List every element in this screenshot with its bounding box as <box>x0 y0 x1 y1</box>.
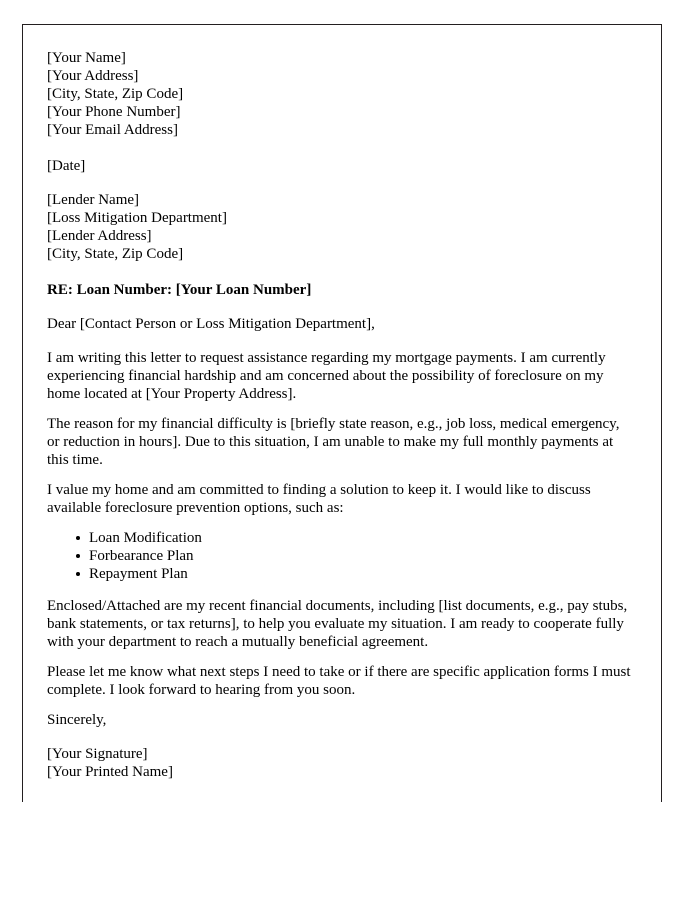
sender-name: [Your Name] <box>47 50 126 66</box>
date-block <box>47 157 635 175</box>
body-paragraph-3: I value my home and am committed to finding a solution to keep it. I would like to discuss available foreclosure prevention options, such as: <box>47 482 591 516</box>
subject-re-line: RE: Loan Number: [Your Loan Number] <box>47 282 312 298</box>
lender-name: [Lender Name] <box>47 192 140 208</box>
letter-date: [Date] <box>47 158 86 174</box>
sender-email: [Your Email Address] <box>47 122 178 138</box>
lender-city-state-zip: [City, State, Zip Code] <box>47 246 184 262</box>
lender-address: [Lender Address] <box>47 228 152 244</box>
body-paragraph-4: Enclosed/Attached are my recent financial documents, including [list documents, e.g., pay stubs, bank statements, or tax returns], to help you evaluate my situation. I am ready to cooperate fully with your department to reach a mutually beneficial agreement. <box>47 598 628 650</box>
list-item <box>47 529 635 547</box>
sender-city-state-zip: [City, State, Zip Code] <box>47 86 184 102</box>
lender-department: [Loss Mitigation Department] <box>47 210 227 226</box>
valediction: Sincerely, <box>47 712 107 728</box>
body-paragraph-2: The reason for my financial difficulty is [briefly state reason, e.g., job loss, medical emergency, or reduction in hours]. Due to this situation, I am unable to make my full monthly payments at this time. <box>47 416 620 468</box>
body-paragraph-5: Please let me know what next steps I need to take or if there are specific application forms I must complete. I look forward to hearing from you soon. <box>47 664 631 698</box>
sender-address-block <box>47 49 635 139</box>
body-paragraph-1: I am writing this letter to request assistance regarding my mortgage payments. I am currently experiencing financial hardship and am concerned about the possibility of foreclosure on my home located at [Your Property Address]. <box>47 350 606 402</box>
option-label: Forbearance Plan <box>89 548 194 564</box>
signature-placeholder: [Your Signature] <box>47 746 148 762</box>
recipient-address-block <box>47 191 635 263</box>
foreclosure-options-list <box>47 529 635 583</box>
option-label: Repayment Plan <box>89 566 188 582</box>
document-page <box>22 24 662 802</box>
option-label: Loan Modification <box>89 530 202 546</box>
list-item <box>47 547 635 565</box>
list-item <box>47 565 635 583</box>
sender-address: [Your Address] <box>47 68 139 84</box>
salutation: Dear [Contact Person or Loss Mitigation Department], <box>47 316 375 332</box>
bullet-icon <box>76 536 80 540</box>
printed-name: [Your Printed Name] <box>47 764 173 780</box>
sender-phone: [Your Phone Number] <box>47 104 181 120</box>
letter-content <box>47 49 635 781</box>
bullet-icon <box>76 554 80 558</box>
bullet-icon <box>76 572 80 576</box>
signature-block <box>47 745 635 781</box>
